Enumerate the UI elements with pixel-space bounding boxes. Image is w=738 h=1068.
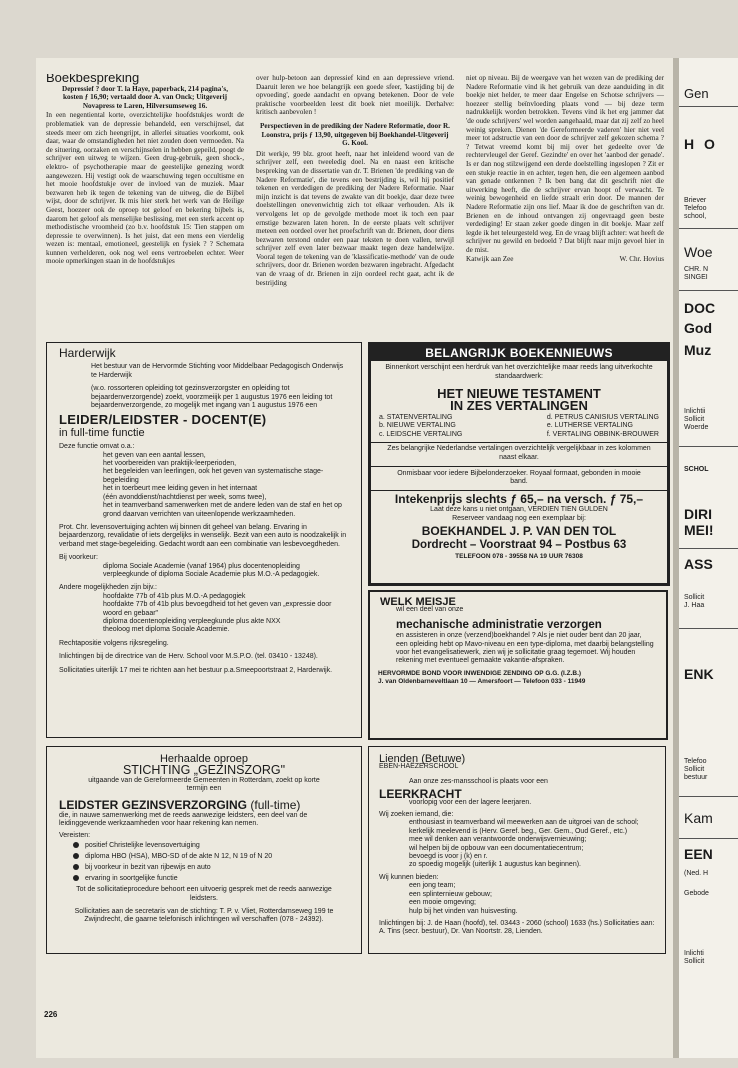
ad-big: mechanische administratie verzorgen <box>396 618 602 631</box>
review-column-2 <box>256 74 454 340</box>
req-item: diploma HBO (HSA), MBO-SD of de akte N 12, N 19 of N 20 <box>85 853 273 861</box>
ad-lienden <box>368 746 666 954</box>
offer-item: een splinternieuw gebouw; <box>409 890 492 898</box>
ad-order-2: Reserveer vandaag nog een exemplaar bij: <box>452 514 586 522</box>
rp-text: bestuur <box>684 774 708 781</box>
req-item: ervaring in soortgelijke functie <box>85 875 178 883</box>
rp-text: Sollicit <box>684 958 705 965</box>
seek-item: zo spoedig mogelijk (uiterlijk 1 augustus kan beginnen). <box>409 861 581 869</box>
ad-contact: Inlichtingen bij: J. de Haan (hoofd), tel. 03443 - 2060 (school) 1633 (hs.) Sollicitaties aan: A. Tins (secr. bestuur), Dr. Van Noortstr. 28, Lienden. <box>379 919 655 936</box>
book-title-2: Perspectieven in de prediking der Nadere Reformatie, door R. Loonstra, prijs ƒ 13,90, uitgegeven bij Boekhandel-Uitgeverij G. Kool. <box>260 121 450 148</box>
ad-fulltime: in full-time functie <box>59 426 145 439</box>
rp-text: SINGEI <box>684 274 708 281</box>
duty-item: het voorbereiden van praktijk-leerperioden, <box>103 460 237 468</box>
ad-procedure: Tot de sollicitatieprocedure behoort een uitvoerig gesprek met de reeds aanwezige leidsters. <box>76 886 332 902</box>
duty-item: het begeleiden van leerlingen, ook het geven van systematische stage-begeleiding <box>103 468 324 484</box>
rp-text: SCHOL <box>684 466 709 473</box>
ad-title: Harderwijk <box>59 346 116 360</box>
other-item: hoofdakte 77b of 41b plus M.O.-A pedagogiek <box>103 592 246 600</box>
ad-harderwijk <box>46 342 362 738</box>
ad-price: Intekenprijs slechts ƒ 65,– na versch. ƒ 75,– <box>394 491 644 506</box>
rule <box>679 548 738 549</box>
rp-text: Inlichti <box>684 950 704 957</box>
bullet-icon <box>73 864 79 870</box>
offer-item: een mooie omgeving; <box>409 899 476 907</box>
rp-text: (Ned. H <box>684 870 709 877</box>
ad-sub: wil een deel van onze <box>396 606 464 614</box>
rp-text: J. Haa <box>684 602 705 609</box>
seek-item: wil helpen bij de opbouw van een documentatiecentrum; <box>409 844 584 852</box>
review-author: W. Chr. Hovius <box>619 255 664 264</box>
rp-text: Telefoo <box>684 205 707 212</box>
rp-text: Gen <box>684 86 709 101</box>
ad-title-1: HET NIEUWE TESTAMENT <box>437 386 601 402</box>
review-place: Katwijk aan Zee <box>466 255 514 264</box>
bullet-icon <box>73 875 79 881</box>
rule <box>679 796 738 797</box>
rp-text: God <box>684 320 712 336</box>
offer-label: Wij kunnen bieden: <box>379 873 439 881</box>
rp-text: ASS <box>684 556 713 572</box>
duty-item: (één avonddienst/nachtdienst per week, soms twee), <box>103 493 267 501</box>
rp-text: DIRI <box>684 506 712 522</box>
rp-text: Muz <box>684 342 712 358</box>
rp-text: Briever <box>684 197 707 204</box>
ad-addr: J. van Oldenbarneveltlaan 10 — Amersfoort — Telefoon 033 - 11949 <box>378 678 586 686</box>
ad-apply: Sollicitaties uiterlijk 17 mei te richten aan het bestuur p.a.Smeepoortstraat 2, Harderwijk. <box>59 666 333 674</box>
req-item: positief Christelijke levensovertuiging <box>85 842 200 850</box>
rule <box>679 106 738 107</box>
offer-item: hulp bij het vinden van huisvesting. <box>409 907 518 915</box>
ad-contact: Sollicitaties aan de secretaris van de stichting: T. P. v. Vliet, Rotterdamseweg 199 te Zwijndrecht, die gaarne telefonisch inlichtingen wil verschaffen (078 - 24392). <box>74 908 334 924</box>
ad-sub: uitgaande van de Gereformeerde Gemeenten in Rotterdam, zoekt op korte termijn een <box>88 776 320 793</box>
rule <box>679 228 738 229</box>
ad-intro: Het bestuur van de Hervormde Stichting voor Middelbaar Pedagogisch Onderwijs te Harderwijk <box>91 363 344 379</box>
other-item: hoofdakte 77b of 41b plus bevoegdheid tot het geven van „expressie door woord en gebaar" <box>103 601 332 617</box>
rp-text: school, <box>684 213 707 220</box>
ad-title: Herhaalde oproep <box>159 753 249 765</box>
duty-item: het in toerbeurt mee leiding geven in het internaat <box>103 485 258 493</box>
review-heading: Boekbespreking <box>46 74 140 85</box>
rule <box>679 628 738 629</box>
offer-item: een jong team; <box>409 882 456 890</box>
seek-item: kerkelijk meelevend is (Herv. Geref. beg., Ger. Gem., Oud Geref., etc.) <box>409 827 628 835</box>
rule <box>679 290 738 291</box>
ad-requirements: Prot. Chr. levensovertuiging achten wij binnen dit geheel van belang. Ervaring in bejaardenzorg, revalidatie of iets dergelijks in wenselijk. Bezit van een auto is noodzakelijk in verband met stage-begeleiding. Gedacht wordt aan een combinatie van lesbevoegdheden. <box>59 523 347 548</box>
ad-order-1: Laat deze kans u niet ontgaan, VERDIEN TIEN GULDEN <box>430 506 608 514</box>
ad-boekennieuws <box>368 342 670 586</box>
ad-title: WELK MEISJE <box>380 596 456 608</box>
ad-welk-meisje <box>368 590 668 740</box>
translation-item: b. NIEUWE VERTALING <box>379 422 456 430</box>
rule <box>679 838 738 839</box>
rp-text: Woe <box>684 244 713 260</box>
ad-title: Lienden (Betuwe) <box>379 753 466 765</box>
rp-text: CHR. N <box>684 266 709 273</box>
ad-sub-2: voorlopig voor een der lagere leerjaren. <box>409 798 532 806</box>
ad-position: LEIDSTER GEZINSVERZORGING <box>59 797 248 812</box>
other-item: theoloog met diploma Sociale Academie. <box>103 626 230 634</box>
ad-desc: Zes belangrijke Nederlandse vertalingen overzichtelijk vergelijkbaar in zes kolommen naast elkaar. <box>387 445 651 461</box>
req-item: bij voorkeur in bezit van rijbewijs en auto <box>85 864 211 872</box>
rp-text: DOC <box>684 300 716 316</box>
ad-shop: BOEKHANDEL J. P. VAN DEN TOL <box>421 524 617 539</box>
ad-sub: Binnenkort verschijnt een herdruk van het overzichtelijke maar reeds lang uitverkochte standaardwerk: <box>385 364 653 380</box>
ad-phone: TELEFOON 078 - 39558 NA 19 UUR 76308 <box>455 552 583 560</box>
review-column-3 <box>466 74 664 340</box>
bullet-icon <box>73 842 79 848</box>
translation-item: e. LUTHERSE VERTALING <box>546 422 633 430</box>
ad-org: HERVORMDE BOND VOOR INWENDIGE ZENDING OP G.G. (I.Z.B.) <box>378 669 582 677</box>
seek-label: Wij zoeken iemand, die: <box>379 811 454 819</box>
ad-sub: Aan onze zes-mansschool is plaats voor een <box>409 777 548 785</box>
duties-label: Deze functie omvat o.a.: <box>59 443 135 451</box>
review-text: niet op niveau. Bij de weergave van het wezen van de prediking der Nadere Reformatie vind ik het gebruik van deze aanduiding in dit boekje niet helder, te meer daar Engelse en Schotse schrijvers — hoezeer stellig beïnvloeding plaats vond — bij deze term nadrukkelijk worden betrokken. Tevens vind ik het erg jammer dat 'de oude schrijvers' wel worden aangehaald, maar dat zij zelf zo heel weinig spreken. Dienen 'de Gereformeerde vaderen' hier niet veel meer tot adstructie van een door de schrijver zelf gekozen schema ? ? Tetwat vreemd komt bij mij over het gedeelte over 'de rechtervleugel der Geref. Gezindte' en over het 'aanbod der genade'. Is er dan nog stilzwijgend een derde doelstelling ingeslopen ? Zit er een stukje reactie in en achter, tegen hen, die een algemeen aanbod van genade ontkennen ? Ik ben bang dat dit geschrift niet die uitwerking heeft, die de schrijver ervan hoopt of verwacht. Te weinig bewogenheid en liefde straalt erin door. De mannen der Nadere Reformatie zijn ons lief. Maar ik doe de geschriften van dr. Brienen en de inhoud ontvangen zij ongevraagd geen beste verdediging! Er staan zeker goede dingen in dit boekje. Maar zelf legde ik het teleurgesteld weg. En de vraag blijft achter: wat heeft de schrijver nu gewild en bedoeld ? Dat blijft naar mijn gevoel hier in de mist. <box>466 74 664 254</box>
rp-text: Woerde <box>684 424 709 431</box>
translation-item: d. PETRUS CANISIUS VERTALING <box>546 414 659 422</box>
seek-item: bevoegd is voor j (k) en r. <box>409 853 488 861</box>
req-label: Vereisten: <box>59 831 91 839</box>
duty-item: het geven van een aantal lessen, <box>103 451 206 459</box>
rule <box>679 446 738 447</box>
adjacent-page <box>679 58 738 1058</box>
other-item: diploma docentenopleiding verpleegkunde plus akte NXX <box>103 617 281 625</box>
ad-desc-2: Onmisbaar voor iedere Bijbelonderzoeker. Royaal formaat, gebonden in mooie band. <box>397 470 641 486</box>
ad-position: LEERKRACHT <box>379 787 462 802</box>
review-column-1 <box>46 74 244 340</box>
page-number: 226 <box>44 1010 58 1019</box>
translation-item: a. STATENVERTALING <box>379 414 453 422</box>
review-text: Dit werkje, 99 blz. groot heeft, naar het inleidend woord van de schrijver zelf, een tweeledig doel. Na en naast een kritische bespreking van de dissertatie van dr. T. Brienen 'de prediking van de Nadere Reformatie', die tevens een bestrijding is, wil hij positief tekenen en verdedigen de prediking der Nadere Reformatie. Naar mijn inzicht is dat tevens de zwakte van dit boekje, daar deze twee doelstellingen onevenwichtig zich tot elkaar verhouden. Als ik vervolgens let op de gevolgde methode moet ik toch een paar ernstige bezwaren laten horen. In de eerste plaats velt schrijver meteen een oordeel over het proefschrift van dr. Brienen, door diens bezwaren terstond onder een paar teksten te doen vallen, terwijl schrijver zelf even later bezwaar maakt tegen deze handelwijze. Vooral tegen de tekening van de 'klassificatie-methode' van de oude schrijvers, door dr. Brienen worden bezwaren ingebracht. Afgedacht van de vraag of dr. Brienen in zijn oordeel recht gaat, acht ik de bestrijding <box>256 149 454 287</box>
translation-item: c. LEIDSCHE VERTALING <box>379 430 463 438</box>
duty-item: het in teamverband samenwerken met de andere leden van de staf en het op grond daarvan verrichten van uiteenlopende werkzaamheden. <box>103 502 342 518</box>
ad-body: en assisteren in onze (verzend)boekhandel ? Als je niet ouder bent dan 20 jaar, een opleiding hebt op Mavo-niveau en een type-diploma, met daarbij belangstelling voor het evangelisatiewerk, zien wij je sollicitatie graag tegemoet. Wij houden rekening met eventueel gemaakte vakantie-afspraken. <box>396 632 654 665</box>
rp-text: Sollicit <box>684 594 705 601</box>
rp-text: Sollicit <box>684 416 705 423</box>
pref-text: diploma Sociale Academie (vanaf 1964) plus docentenopleiding verpleegkunde of diploma Sociale Academie plus M.O.-A pedagogiek. <box>103 562 320 578</box>
ad-banner: BELANGRIJK BOEKENNIEUWS <box>371 345 667 361</box>
ad-position: LEIDER/LEIDSTER - DOCENT(E) <box>59 412 267 428</box>
ad-position-type: (full-time) <box>250 797 301 812</box>
rp-text: Telefoo <box>684 758 707 765</box>
rp-text: MEI! <box>684 522 714 538</box>
rp-text: Inlichtii <box>684 408 706 415</box>
other-label: Andere mogelijkheden zijn bijv.: <box>59 584 157 592</box>
ad-body: die, in nauwe samenwerking met de reeds aanwezige leidsters, een deel van de leidinggevende werkzaamheden voor haar rekening kan nemen. <box>59 812 308 828</box>
rp-text: ENK <box>684 666 714 682</box>
ad-school: EBEN-HAËZERSCHOOL <box>379 763 459 771</box>
rp-text: H O <box>684 136 718 152</box>
rp-text: Sollicit <box>684 766 705 773</box>
review-signature <box>466 255 664 264</box>
ad-legal: Rechtapositie volgens rijksregeling. <box>59 639 169 647</box>
ad-info: Inlichtingen bij de directrice van de Herv. School voor M.S.P.O. (tel. 03410 - 13248). <box>59 653 318 661</box>
ad-intro-2: (w.o. rossorteren opleiding tot gezinsverzorgster en opleiding tot bejaardenverzorgende) zoekt, voorzmeiijk per 1 augustus 1976 een leiding tot bejaardenverzorgende, zo mogelijk met ingang van 1 augustus 1976 een <box>91 385 333 410</box>
rp-text: Gebode <box>684 890 709 897</box>
ad-address: Dordrecht – Voorstraat 94 – Postbus 63 <box>411 538 627 551</box>
pref-label: Bij voorkeur: <box>59 554 98 562</box>
rp-text: EEN <box>684 846 713 862</box>
review-text: over hulp-betoon aan depressief kind en aan depressieve vriend. Daaruit leren we hoe belangrijk een goede sfeer, 'kastijding bij de opvoeding', goede aandacht en opvang betekenen. Door de vele praktische voorbeelden leest dit boek niet moeilijk. Derhalve: kritisch aanbevolen ! <box>256 74 454 117</box>
book-title-1: Depressief ? door T. la Haye, paperback, 214 pagina's, kosten ƒ 16,90; vertaald door A. van Onck; Uitgeverij Novapress te Laren, Hilversumseweg 16. <box>62 84 228 110</box>
seek-item: mee wil denken aan verantwoorde onderwijsvernieuwing; <box>409 836 587 844</box>
translation-item: f. VERTALING OBBINK-BROUWER <box>546 430 659 438</box>
ad-title-2: IN ZES VERTALINGEN <box>450 397 588 413</box>
rp-text: Kam <box>684 810 713 826</box>
seek-item: enthousiast in teamverband wil meewerken aan de uitgroei van de school; <box>409 819 639 827</box>
ad-gezinszorg <box>46 746 362 954</box>
ad-name: STICHTING „GEZINSZORG" <box>122 763 286 778</box>
bullet-icon <box>73 853 79 859</box>
review-text: In een negentiental korte, overzichtelijke hoofdstukjes wordt de problematiek van de depressie behandeld, een verschijnsel, dat steeds meer om zich heengrijpt, in allerlei situaties voorkomt, ook daar, waar de omstandigheden het niet zouden doen vermoeden. Na de situering, oorzaken en verschijnselen in hebben gepeild, poogt de schrijver een uitweg te wijzen. Geen drug-gebruik, geen shock-, elektro- of psychotherapie maar de geestelijke genezing wordt aangewezen. Hij vestigt ook de waarschuwing tegen occultisme en het mooie hoofdstukje over de invloed van de muziek. Maar bezwaren heb ik tegen de tekening van de uitweg, die de Bijbel wijst, door de schrijver. Ik mis hier sterk het werk van de Heilige Geest, hoezeer ook de oproep tot geloof en bekering bijbels is, daarom het geloof als menselijke beslissing, met een sterk accent op methodistische vroomheid (zo b.v. hoofdstuk 15: Tien stappen om depressie te overwinnen). Is het juist, dat een mens een vierdelig wezen is: mentaal, emotioneel, geestelijk en fysiek ? ? Schemata kunnen verhelderen, ook nog wel eens vertroebelen echter. Weer mooie opmerkingen staan in de hoofdstukjes <box>46 111 244 266</box>
